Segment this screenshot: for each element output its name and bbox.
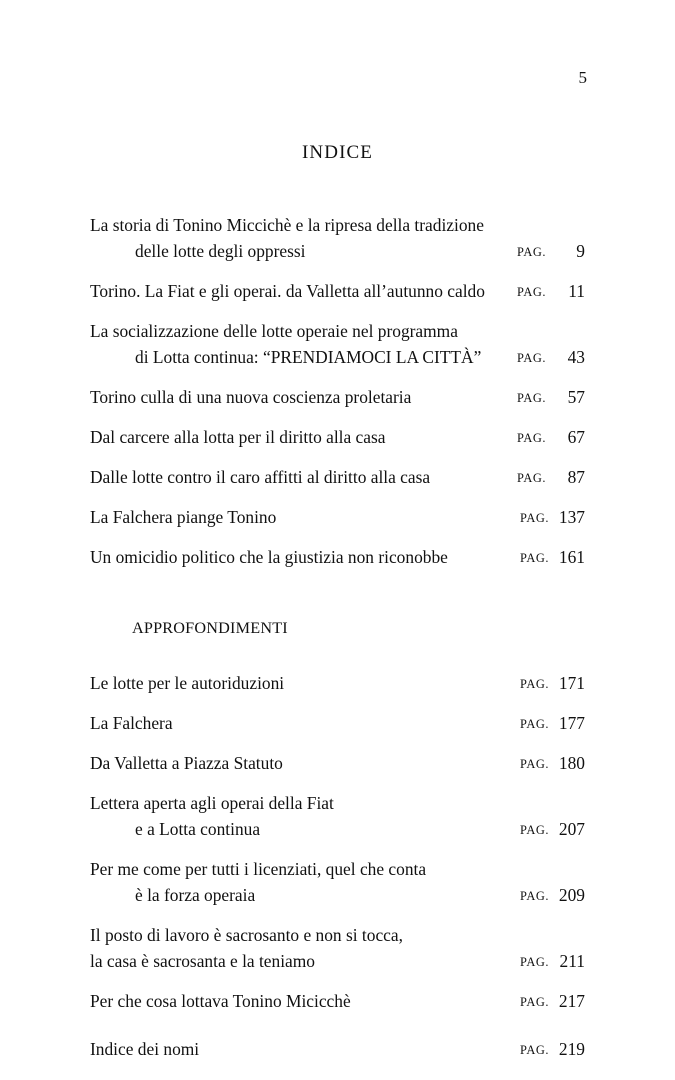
toc-entry-line (90, 344, 585, 370)
pag-label: PAG. (520, 677, 549, 692)
toc-page-reference (520, 544, 585, 571)
toc-entry-title: la casa è sacrosanta e la teniamo (90, 951, 315, 971)
toc-entry-line (90, 544, 585, 570)
toc-page-number: 177 (558, 713, 585, 733)
pag-label: PAG. (517, 245, 546, 260)
toc-page-reference (520, 1036, 585, 1063)
pag-label: PAG. (517, 285, 546, 300)
toc-page-number: 87 (567, 467, 585, 487)
toc-entry-title: La socializzazione delle lotte operaie nel programma (90, 321, 458, 341)
toc-entry-lines (90, 790, 585, 842)
toc-entry-line (90, 882, 585, 908)
toc-entry-line (90, 790, 585, 816)
toc-page-number: 67 (567, 427, 585, 447)
pag-label: PAG. (517, 391, 546, 406)
toc-entry-title: e a Lotta continua (135, 819, 261, 839)
toc-page-number: 180 (558, 753, 585, 773)
toc-page-number: 171 (558, 673, 585, 693)
toc-entry-lines (90, 670, 585, 696)
toc-entry-title: Torino. La Fiat e gli operai. da Valletta all’autunno caldo (90, 281, 485, 301)
toc-entry-line (90, 710, 585, 736)
toc-entry[interactable] (90, 504, 585, 530)
toc-page-reference (520, 504, 585, 531)
toc-entry-line (90, 922, 585, 948)
toc-entry-title: Per che cosa lottava Tonino Micicchè (90, 991, 351, 1011)
toc-page-reference (520, 670, 585, 697)
toc-entry-lines (90, 278, 585, 304)
toc-entry-lines (90, 544, 585, 570)
pag-label: PAG. (520, 757, 549, 772)
toc-entry-title: Le lotte per le autoriduzioni (90, 673, 285, 693)
toc-entry-title: La storia di Tonino Miccichè e la ripresa della tradizione (90, 215, 484, 235)
toc-entry-line (90, 212, 585, 238)
toc-entry-lines (90, 504, 585, 530)
toc-page-reference (517, 384, 585, 411)
toc-entry[interactable] (90, 212, 585, 264)
toc-entry-title: La Falchera (90, 713, 173, 733)
toc-page-reference (517, 278, 585, 305)
toc-entry-title: Il posto di lavoro è sacrosanto e non si tocca, (90, 925, 403, 945)
toc-entry-line (90, 464, 585, 490)
page-folio: 5 (578, 68, 587, 87)
toc-page-number: 219 (558, 1039, 585, 1059)
pag-label: PAG. (520, 551, 549, 566)
toc-entry-title: Da Valletta a Piazza Statuto (90, 753, 283, 773)
toc-entry-line (90, 504, 585, 530)
toc-entry[interactable] (90, 384, 585, 410)
toc-entry-title: è la forza operaia (135, 885, 256, 905)
toc-entry-lines (90, 424, 585, 450)
toc-entry[interactable] (90, 670, 585, 696)
toc-entry[interactable] (90, 790, 585, 842)
pag-label: PAG. (520, 995, 549, 1010)
toc-entry[interactable] (90, 988, 585, 1014)
toc-entry[interactable] (90, 424, 585, 450)
toc-entry-line (90, 424, 585, 450)
pag-label: PAG. (520, 1043, 549, 1058)
toc-entry-title: Dalle lotte contro il caro affitti al diritto alla casa (90, 467, 431, 487)
toc-entry-lines (90, 750, 585, 776)
pag-label: PAG. (520, 717, 549, 732)
toc-entry-line (90, 384, 585, 410)
toc-entry-lines (90, 988, 585, 1014)
table-of-contents (90, 212, 585, 1062)
toc-entry-line (90, 670, 585, 696)
toc-entry-line (90, 988, 585, 1014)
toc-page-reference (517, 424, 585, 451)
toc-entry-lines (90, 318, 585, 370)
pag-label: PAG. (517, 471, 546, 486)
toc-page-number: 11 (568, 281, 585, 301)
toc-entry[interactable] (90, 710, 585, 736)
toc-entry-title: Torino culla di una nuova coscienza proletaria (90, 387, 412, 407)
toc-entry-line (90, 238, 585, 264)
toc-page-reference (520, 710, 585, 737)
toc-page-number: 209 (558, 885, 585, 905)
toc-entry-lines (90, 1036, 585, 1062)
toc-section-approfondimenti (90, 670, 585, 1062)
toc-entry-title: Indice dei nomi (90, 1039, 200, 1059)
toc-entry[interactable] (90, 544, 585, 570)
toc-page-reference (520, 750, 585, 777)
toc-entry[interactable] (90, 1036, 585, 1062)
toc-page-number: 217 (558, 991, 585, 1011)
toc-page-number: 9 (576, 241, 585, 261)
toc-page-number: 57 (567, 387, 585, 407)
toc-entry[interactable] (90, 922, 585, 974)
toc-entry[interactable] (90, 318, 585, 370)
toc-entry-title: La Falchera piange Tonino (90, 507, 277, 527)
pag-label: PAG. (520, 955, 549, 970)
toc-page-number: 207 (558, 819, 585, 839)
toc-entry-title: di Lotta continua: “PRENDIAMOCI LA CITTÀ” (135, 347, 482, 367)
toc-page-number: 161 (558, 547, 585, 567)
toc-page-number: 43 (567, 347, 585, 367)
toc-entry-title: Un omicidio politico che la giustizia non riconobbe (90, 547, 448, 567)
toc-entry-lines (90, 212, 585, 264)
toc-entry-line (90, 816, 585, 842)
toc-entry-title: Per me come per tutti i licenziati, quel che conta (90, 859, 427, 879)
toc-page-number: 137 (558, 507, 585, 527)
toc-entry-line (90, 948, 585, 974)
pag-label: PAG. (520, 889, 549, 904)
toc-entry-title: delle lotte degli oppressi (135, 241, 306, 261)
toc-page-reference (520, 882, 585, 909)
toc-entry-line (90, 278, 585, 304)
toc-entry-line (90, 750, 585, 776)
toc-page-reference (517, 238, 585, 265)
toc-entry-lines (90, 384, 585, 410)
toc-entry-lines (90, 922, 585, 974)
pag-label: PAG. (517, 351, 546, 366)
toc-entry[interactable] (90, 750, 585, 776)
toc-page-reference (517, 464, 585, 491)
toc-page-reference (520, 816, 585, 843)
page-title: INDICE (302, 142, 373, 163)
toc-entry-title: Lettera aperta agli operai della Fiat (90, 793, 334, 813)
toc-entry-line (90, 1036, 585, 1062)
section-heading-approfondimenti: APPROFONDIMENTI (132, 619, 288, 637)
toc-entry-lines (90, 464, 585, 490)
toc-page-reference (520, 988, 585, 1015)
toc-entry-title: Dal carcere alla lotta per il diritto alla casa (90, 427, 386, 447)
toc-page-reference (517, 344, 585, 371)
toc-entry-line (90, 318, 585, 344)
pag-label: PAG. (517, 431, 546, 446)
toc-entry-lines (90, 856, 585, 908)
toc-entry-line (90, 856, 585, 882)
pag-label: PAG. (520, 511, 549, 526)
toc-section-main (90, 212, 585, 570)
toc-page-number: 211 (559, 951, 585, 971)
toc-page-reference (520, 948, 585, 975)
toc-entry-lines (90, 710, 585, 736)
pag-label: PAG. (520, 823, 549, 838)
toc-entry[interactable] (90, 464, 585, 490)
toc-entry[interactable] (90, 856, 585, 908)
toc-entry[interactable] (90, 278, 585, 304)
